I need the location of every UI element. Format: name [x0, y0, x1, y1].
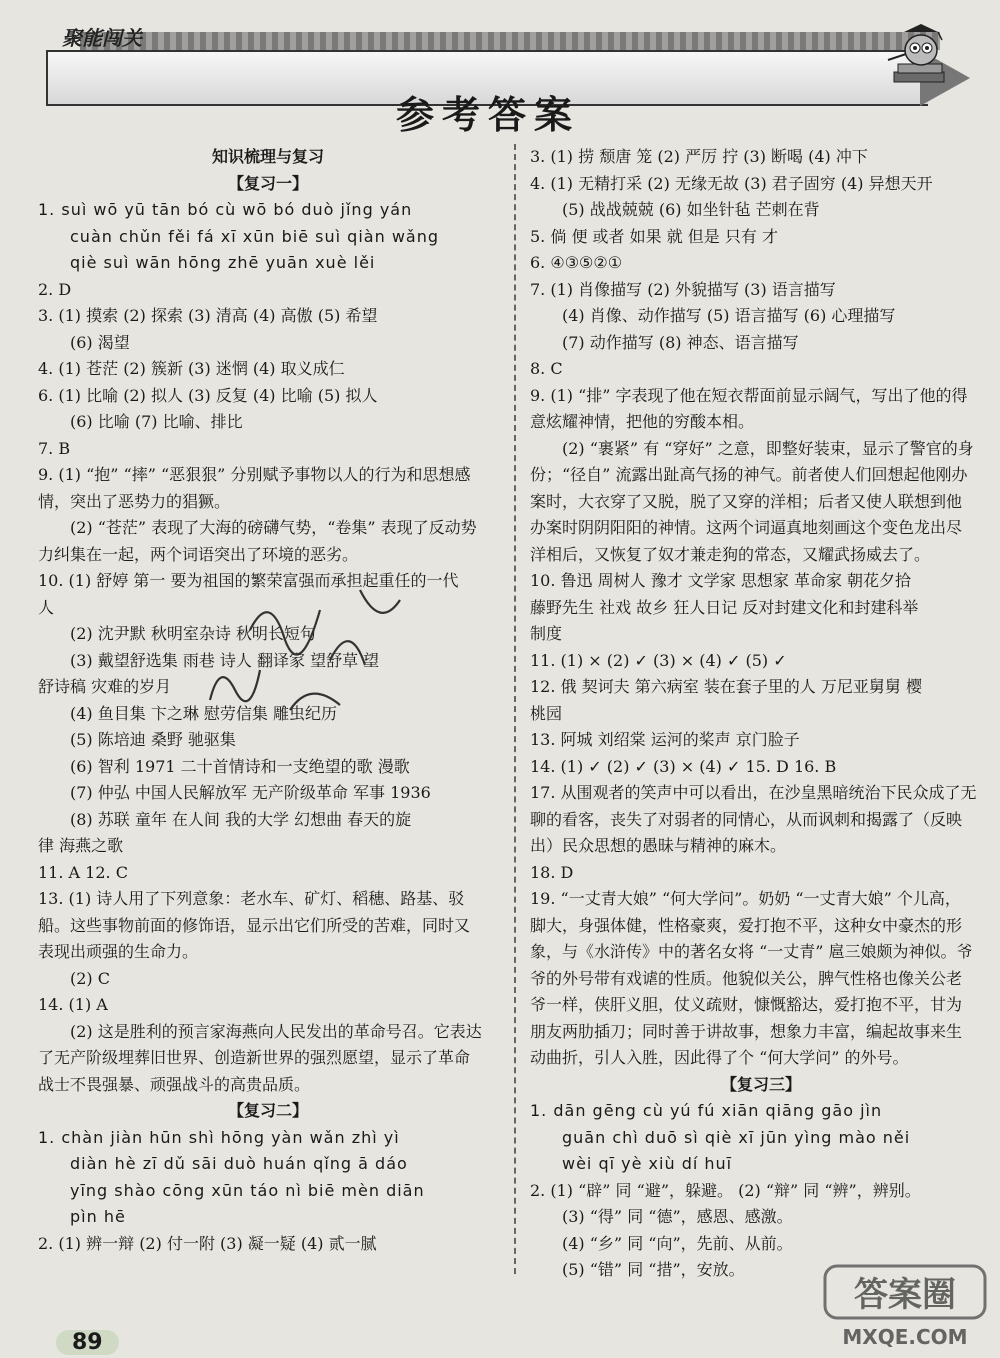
answer-line: 9. (1) “抱” “摔” “恶狠狠” 分别赋予事物以人的行为和思想感 [38, 465, 471, 484]
answer-line: 11. A 12. C [38, 862, 128, 882]
answer-line: 脚大，身强体健，性格豪爽，爱打抱不平，这种女中豪杰的形 [530, 915, 963, 935]
answer-line: (3) “得” 同 “德”，感恩、感激。 [562, 1207, 793, 1226]
answer-line: (7) 仲弘 中国人民解放军 无产阶级革命 军事 1936 [70, 783, 431, 802]
right-column [530, 144, 992, 1284]
answer-line: (4) 肖像、动作描写 (5) 语言描写 (6) 心理描写 [562, 306, 896, 325]
answer-line: (2) “苍茫” 表现了大海的磅礴气势，“卷集” 表现了反动势 [70, 518, 477, 537]
answer-line: 6. ④③⑤②① [530, 253, 623, 272]
page-header [40, 20, 970, 137]
answer-line: 藤野先生 社戏 故乡 狂人日记 反对封建文化和封建科举 [530, 597, 919, 617]
answer-line: 3. (1) 捞 颓唐 笼 (2) 严厉 拧 (3) 断喝 (4) 冲下 [530, 147, 868, 166]
answer-line: 5. 倘 便 或者 如果 就 但是 只有 才 [530, 226, 778, 246]
answer-line: 爷的外号带有戏谑的性质。他貌似关公，脾气性格也像关公老 [530, 968, 963, 988]
answer-line: 2. (1) “辟” 同 “避”，躲避。 (2) “辩” 同 “辨”，辨别。 [530, 1180, 921, 1200]
answer-line: qiè suì wān hōng zhē yuān xuè lěi [70, 253, 376, 272]
answer-line: 制度 [530, 624, 563, 643]
answer-line: 6. (1) 比喻 (2) 拟人 (3) 反复 (4) 比喻 (5) 拟人 [38, 385, 378, 405]
answer-line: (5) 战战兢兢 (6) 如坐针毡 芒刺在背 [562, 200, 820, 219]
answer-line: 案时，大衣穿了又脱，脱了又穿的洋相；后者又使人联想到他 [530, 491, 963, 511]
answer-line: 7. B [38, 438, 71, 458]
answer-line: 7. (1) 肖像描写 (2) 外貌描写 (3) 语言描写 [530, 279, 836, 299]
answer-line: 18. D [530, 862, 574, 882]
answer-line: 【复习一】 [227, 173, 308, 193]
answer-line: (2) 沈尹默 秋明室杂诗 秋明长短句 [70, 624, 316, 643]
site-watermark [820, 1258, 990, 1353]
answer-line: (3) 戴望舒选集 雨巷 诗人 翻译家 望舒草 望 [70, 650, 380, 670]
answer-line: (4) “乡” 同 “向”，先前、从前。 [562, 1233, 793, 1253]
owl-mascot-icon [886, 20, 956, 90]
answer-line: guān chì duō sì qiè xī jūn yìng mào něi [562, 1127, 911, 1147]
answer-line: 4. (1) 无精打采 (2) 无缘无故 (3) 君子固穷 (4) 异想天开 [530, 173, 933, 193]
answer-line: 动曲折，引人入胜，因此得了个 “何大学问” 的外号。 [530, 1048, 909, 1067]
answer-line: (4) 鱼目集 卞之琳 慰劳信集 雕虫纪历 [70, 703, 338, 723]
answer-line: (7) 动作描写 (8) 神态、语言描写 [562, 332, 799, 352]
answer-line: pìn hē [70, 1207, 126, 1226]
answer-line: 情，突出了恶势力的猖獗。 [38, 491, 231, 511]
answer-line: 了无产阶级埋葬旧世界、创造新世界的强烈愿望，显示了革命 [38, 1048, 471, 1067]
answer-line: diàn hè zī dǔ sāi duò huán qǐng ā dáo [70, 1154, 408, 1173]
answer-line: (2) C [70, 968, 110, 988]
answer-line: 13. 阿城 刘绍棠 运河的桨声 京门脸子 [530, 730, 800, 749]
answer-line: (6) 渴望 [70, 332, 130, 352]
answer-line: 舒诗稿 灾难的岁月 [38, 677, 172, 696]
answer-line: 桃园 [530, 703, 563, 723]
answer-line: 表现出顽强的生命力。 [38, 942, 199, 961]
answer-line: (2) “裹紧” 有 “穿好” 之意，即整好装束，显示了警官的身 [562, 438, 974, 458]
page-number: 89 [56, 1330, 119, 1355]
answer-line: 9. (1) “排” 字表现了他在短衣帮面前显示阔气，写出了他的得 [530, 385, 968, 405]
answer-line: 出）民众思想的愚昧与精神的麻木。 [530, 836, 787, 855]
brand-logo: 聚能闯关 [62, 26, 142, 50]
answer-line: 办案时阴阴阳阳的神情。这两个词逼真地刻画这个变色龙出尽 [530, 518, 963, 537]
answer-line: 人 [38, 597, 55, 617]
answer-line: 战士不畏强暴、顽强战斗的高贵品质。 [38, 1074, 311, 1094]
answer-line: wèi qī yè xiù dí huī [562, 1154, 733, 1173]
watermark-text: 答案圈 [854, 1275, 956, 1315]
column-divider [514, 144, 516, 1274]
answer-line: 爷一样，侠肝义胆，仗义疏财，慷慨豁达，爱打抱不平，甘为 [530, 995, 963, 1014]
answer-line: 4. (1) 苍茫 (2) 簇新 (3) 迷惘 (4) 取义成仁 [38, 359, 345, 378]
answer-line: 意炫耀神情，把他的穷酸本相。 [530, 412, 755, 431]
answer-line: 10. (1) 舒婷 第一 要为祖国的繁荣富强而承担起重任的一代 [38, 571, 459, 590]
answer-line: 2. (1) 辨一辩 (2) 付一附 (3) 凝一疑 (4) 贰一腻 [38, 1233, 377, 1253]
title-banner [46, 50, 928, 137]
answer-line: 14. (1) ✓ (2) ✓ (3) × (4) ✓ 15. D 16. B [530, 756, 837, 776]
answer-line: 聊的看客，丧失了对弱者的同情心，从而讽刺和揭露了（反映 [530, 809, 963, 829]
answer-line: 3. (1) 摸索 (2) 探索 (3) 清高 (4) 高傲 (5) 希望 [38, 306, 378, 325]
answer-line: 1. chàn jiàn hūn shì hōng yàn wǎn zhì yì [38, 1127, 400, 1147]
answer-line: (6) 比喻 (7) 比喻、排比 [70, 412, 243, 431]
answer-line: 11. (1) × (2) ✓ (3) × (4) ✓ (5) ✓ [530, 650, 787, 670]
answer-line: 律 海燕之歌 [38, 836, 124, 855]
answer-line: 朋友两肋插刀；同时善于讲故事，想象力丰富，编起故事来生 [530, 1021, 963, 1041]
answer-line: yīng shào cōng xūn táo nì biē mèn diān [70, 1180, 425, 1200]
answer-line: 知识梳理与复习 [211, 147, 324, 166]
answer-line: 10. 鲁迅 周树人 豫才 文学家 思想家 革命家 朝花夕拾 [530, 571, 912, 590]
answer-line: 【复习二】 [227, 1101, 308, 1120]
watermark-logo-icon [820, 1258, 990, 1353]
answer-line: 17. 从围观者的笑声中可以看出，在沙皇黑暗统治下民众成了无 [530, 783, 977, 802]
answer-line: (2) 这是胜利的预言家海燕向人民发出的革命号召。它表达 [70, 1021, 482, 1041]
answer-line: 洋相后，又恢复了奴才兼走狗的常态，又耀武扬威去了。 [530, 544, 931, 564]
answer-line: 8. C [530, 359, 563, 378]
answer-line: (8) 苏联 童年 在人间 我的大学 幻想曲 春天的旋 [70, 809, 412, 829]
answer-line: (5) “错” 同 “措”，安放。 [562, 1260, 745, 1279]
handwritten-scribble [190, 570, 420, 730]
answer-line: 力纠集在一起，两个词语突出了环境的恶劣。 [38, 544, 359, 564]
answer-line: (5) 陈培迪 桑野 驰驱集 [70, 730, 236, 749]
answer-line: 份；“径自” 流露出趾高气扬的神气。前者使人们回想起他刚办 [530, 465, 968, 484]
answer-line: (6) 智利 1971 二十首情诗和一支绝望的歌 漫歌 [70, 756, 410, 776]
answer-line: 1. dān gēng cù yú fú xiān qiāng gāo jìn [530, 1101, 883, 1120]
answer-line: 1. suì wō yū tān bó cù wō bó duò jǐng yán [38, 200, 413, 219]
answer-line: 船。这些事物前面的修饰语，显示出它们所受的苦难，同时又 [38, 915, 471, 935]
answer-line: 象，与《水浒传》中的著名女将 “一丈青” 扈三娘颇为神似。爷 [530, 942, 973, 961]
answer-line: 13. (1) 诗人用了下列意象：老水车、矿灯、稻穗、路基、驳 [38, 889, 465, 908]
watermark-url: MXQE.COM [842, 1325, 968, 1349]
header-stripe [80, 32, 940, 50]
answer-line: 19. “一丈青大娘” “何大学问”。奶奶 “一丈青大娘” 个儿高， [530, 889, 961, 908]
answer-line: 12. 俄 契诃夫 第六病室 装在套子里的人 万尼亚舅舅 樱 [530, 677, 922, 696]
page-title: 参考答案 [395, 92, 580, 137]
answer-line: 【复习三】 [720, 1074, 801, 1094]
answer-line: 2. D [38, 279, 72, 299]
answer-line: cuàn chǔn fěi fá xī xūn biē suì qiàn wǎng [70, 226, 439, 246]
answer-line: 14. (1) A [38, 995, 108, 1014]
